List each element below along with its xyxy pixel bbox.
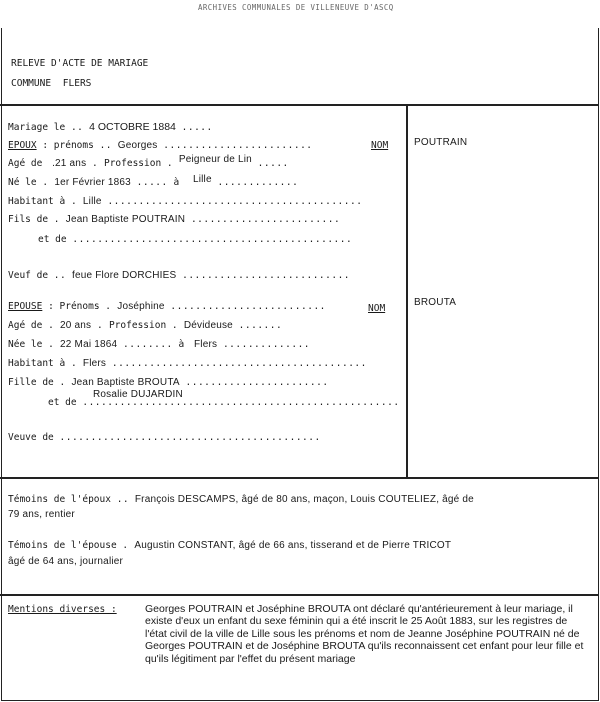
epouse-nom-label: NOM (368, 303, 386, 314)
epoux-pere-value: Jean Baptiste POUTRAIN (65, 214, 186, 225)
marriage-date: 4 OCTOBRE 1884 (89, 121, 176, 133)
epouse-lieu-value: Flers (193, 339, 218, 350)
temoins-epouse-line2: âgé de 64 ans, journalier (8, 556, 124, 567)
epouse-section-label: EPOUSE (8, 301, 43, 312)
dot-leader: . (92, 158, 99, 169)
epoux-ne-label: Né le (8, 177, 37, 188)
epouse-prenoms-row (8, 301, 326, 312)
temoins-epouse-label: Témoins de l'épouse (8, 540, 117, 551)
epouse-et-de-label: et de (48, 397, 77, 408)
epoux-age-row (8, 154, 289, 169)
temoins-epouse-row (8, 540, 451, 551)
dot-leader: . (48, 320, 55, 331)
temoins-epouse-line1: Augustin CONSTANT, âgé de 66 ans, tisserand et de Pierre TRICOT (134, 540, 452, 551)
epouse-pere-value: Jean Baptiste BROUTA (71, 377, 180, 388)
marriage-label: Mariage le (8, 122, 66, 133)
dot-leader: . (97, 320, 104, 331)
epoux-section-label: EPOUX (8, 140, 37, 151)
dot-leader: .. (53, 270, 67, 281)
epoux-a-label: à (173, 177, 180, 188)
epouse-habitant-value: Flers (82, 358, 107, 369)
epouse-fille-label: Fille de (8, 377, 54, 388)
epoux-et-de-label: et de (38, 234, 67, 245)
epouse-habitant-row (8, 358, 367, 369)
epoux-veuf-row (8, 270, 350, 281)
epouse-prenoms-label: : Prénoms (48, 301, 100, 312)
dot-leader: ....................... (185, 377, 329, 388)
dot-leader: . (171, 320, 179, 331)
temoins-epoux-line2: 79 ans, rentier (8, 509, 75, 520)
epoux-habitant-label: Habitant à (8, 196, 66, 207)
mentions-label: Mentions diverses : (8, 604, 117, 615)
epoux-nom-value: POUTRAIN (414, 137, 468, 148)
dot-leader: ........................... (182, 270, 351, 281)
dot-leader: ..... (257, 158, 289, 169)
dot-leader: ....... (238, 320, 283, 331)
dot-leader: . (122, 540, 129, 551)
dot-leader: . (48, 339, 55, 350)
dot-leader: . (53, 214, 61, 225)
epouse-habitant-label: Habitant à (8, 358, 66, 369)
epouse-age-label: Agé de (8, 320, 43, 331)
dot-leader: .. (116, 494, 130, 505)
dot-leader: . (42, 177, 49, 188)
epouse-a-label: à (178, 339, 185, 350)
dot-leader: .............. (222, 339, 311, 350)
epouse-mere-row (48, 397, 400, 408)
mentions-text: Georges POUTRAIN et Joséphine BROUTA ont déclaré qu'antérieurement à leur mariage, il existe d'eux un enfant du sexe féminin qui a été inscrit le 25 Août 1883, sur les registres de l'état civil de la ville de Lille sous les prénoms et nom de Jeanne Joséphine POUTRAIN né de Georges POUTRAIN et de Joséphine BROUTA qu'ils reconnaissent cet enfant pour leur fille et qu'ils légitiment par l'effet du présent mariage (145, 603, 584, 665)
divider-temoins (0, 477, 598, 479)
epoux-prenoms-value: Georges (117, 140, 158, 151)
dot-leader: ........ (123, 339, 173, 350)
archive-header: ARCHIVES COMMUNALES DE VILLENEUVE D'ASCQ (198, 3, 394, 12)
epoux-fils-label: Fils de (8, 214, 49, 225)
dot-leader: ..... (136, 177, 168, 188)
dot-leader: . (70, 196, 78, 207)
dot-leader: ........................ (163, 140, 313, 151)
epoux-profession-label: Profession (103, 158, 162, 169)
marriage-date-row (8, 121, 213, 133)
temoins-epoux-line1: François DESCAMPS, âgé de 80 ans, maçon, Louis COUTELIEZ, âgé de (134, 494, 474, 505)
epouse-naissance-row (8, 339, 310, 350)
epouse-mere-value: Rosalie DUJARDIN (93, 389, 183, 400)
dot-leader: ........................ (190, 214, 341, 225)
epoux-prenoms-label: : prénoms (42, 140, 94, 151)
epoux-mere-row (38, 234, 352, 245)
dot-leader: ......................... (170, 301, 326, 312)
divider-top (0, 104, 598, 106)
commune-value: FLERS (62, 78, 92, 89)
dot-leader: ................................................... (82, 397, 400, 408)
epouse-veuve-row (8, 432, 321, 443)
dot-leader: . (166, 158, 174, 169)
dot-leader: ............................................. (72, 234, 353, 245)
epouse-ne-value: 22 Mai 1864 (60, 339, 118, 350)
dot-leader: . (105, 301, 112, 312)
commune-line (11, 78, 91, 89)
dot-leader: . (70, 358, 78, 369)
epouse-fille-row (8, 377, 329, 388)
epoux-profession-value: Peigneur de Lin (178, 154, 252, 165)
dot-leader: . (59, 377, 66, 388)
epoux-ne-value: 1er Février 1863 (54, 177, 131, 188)
epoux-fils-row (8, 214, 340, 225)
epouse-age-value: 20 ans (60, 320, 92, 331)
epoux-habitant-value: Lille (82, 196, 102, 207)
temoins-epoux-row (8, 494, 474, 505)
epouse-veuve-label: Veuve de (8, 432, 54, 443)
dot-leader: ......................................... (107, 196, 363, 207)
divider-mentions (0, 594, 598, 596)
epoux-habitant-row (8, 196, 362, 207)
dot-leader: .. (99, 140, 113, 151)
epoux-nom-label: NOM (371, 140, 389, 151)
epouse-prenoms-value: Joséphine (117, 301, 165, 312)
epoux-veuf-label: Veuf de (8, 270, 49, 281)
epoux-naissance-row (8, 174, 299, 188)
epouse-ne-label: Née le (8, 339, 43, 350)
dot-leader: ............. (217, 177, 299, 188)
divider-name-column (406, 104, 408, 478)
epoux-lieu-value: Lille (192, 174, 212, 185)
epouse-profession-label: Profession (108, 320, 167, 331)
record-title: RELEVE D'ACTE DE MARIAGE (11, 58, 149, 69)
epoux-age-value: .21 ans (52, 158, 87, 169)
dot-leader: .......................................... (59, 432, 321, 443)
epouse-profession-value: Dévideuse (183, 320, 233, 331)
epouse-age-row (8, 320, 282, 331)
commune-label: COMMUNE (11, 78, 52, 89)
epouse-nom-value: BROUTA (414, 297, 457, 308)
dot-leader: .. (70, 122, 84, 133)
temoins-epoux-label: Témoins de l'époux (8, 494, 111, 505)
dot-leader: ..... (181, 122, 213, 133)
epoux-age-label: Agé de (8, 158, 43, 169)
dot-leader: ......................................... (111, 358, 367, 369)
epoux-veuf-value: feue Flore DORCHIES (71, 270, 177, 281)
epoux-prenoms-row (8, 140, 313, 151)
